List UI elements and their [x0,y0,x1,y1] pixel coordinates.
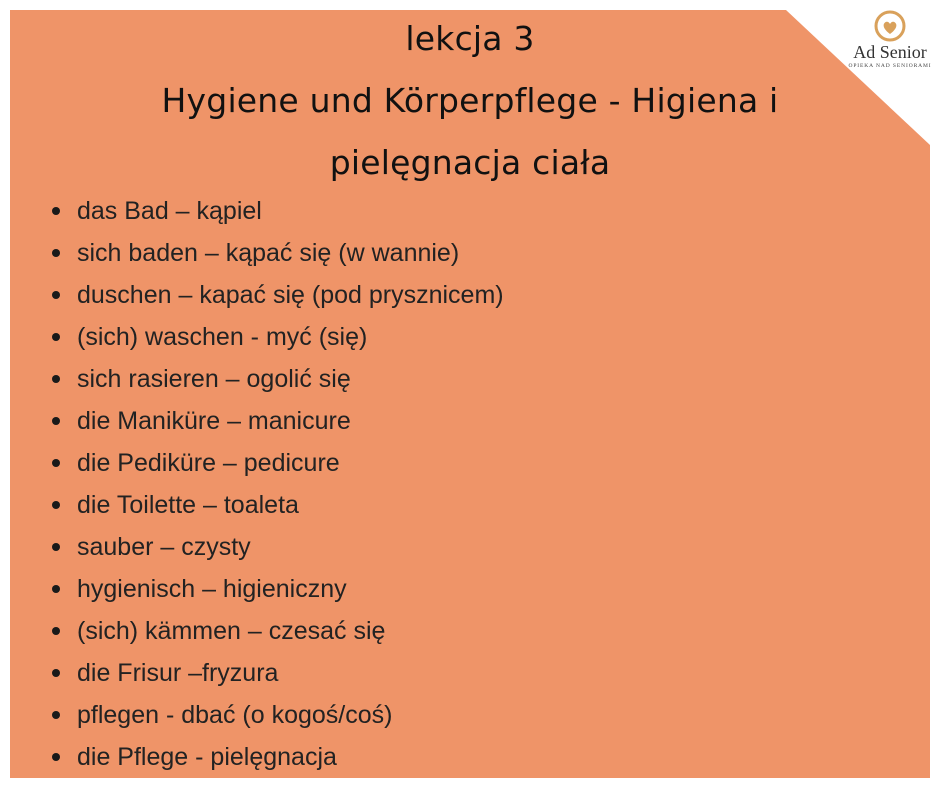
vocab-text: sich rasieren – ogolić się [77,365,351,393]
vocab-text: sauber – czysty [77,533,251,561]
vocab-text: pflegen - dbać (o kogoś/coś) [77,701,393,729]
vocab-text: sich baden – kąpać się (w wannie) [77,239,460,267]
lesson-number: lekcja 3 [405,19,535,58]
vocab-item [45,274,504,316]
bullet-icon [52,417,60,425]
bullet-icon [52,375,60,383]
bullet-icon [52,753,60,761]
vocab-text: hygienisch – higieniczny [77,575,347,603]
bullet-icon [52,627,60,635]
ad-senior-logo [840,10,940,80]
lesson-title [0,8,940,194]
vocab-text: die Frisur –fryzura [77,659,279,687]
vocab-item [45,190,504,232]
vocab-item [45,316,504,358]
bullet-icon [52,711,60,719]
vocab-text: die Pflege - pielęgnacja [77,743,337,771]
vocab-text: duschen – kapać się (pod prysznicem) [77,281,504,309]
vocab-text: die Pediküre – pedicure [77,449,340,477]
vocab-item [45,232,504,274]
vocab-item [45,736,504,778]
bullet-icon [52,501,60,509]
heart-circle-icon [874,10,906,42]
lesson-topic-line1: Hygiene und Körperpflege - Higiena i [161,81,779,120]
bullet-icon [52,543,60,551]
logo-tagline: OPIEKA NAD SENIORAMI [848,63,932,69]
vocab-item [45,652,504,694]
bullet-icon [52,207,60,215]
lesson-topic-line2: pielęgnacja ciała [329,143,611,182]
vocab-item [45,484,504,526]
vocab-item [45,400,504,442]
vocab-item [45,526,504,568]
vocabulary-list [45,190,504,778]
bullet-icon [52,459,60,467]
vocab-item [45,568,504,610]
vocab-item [45,694,504,736]
bullet-icon [52,291,60,299]
vocab-item [45,442,504,484]
bullet-icon [52,585,60,593]
logo-name: Ad Senior [853,42,927,62]
vocab-text: (sich) kämmen – czesać się [77,617,386,645]
bullet-icon [52,669,60,677]
vocab-text: das Bad – kąpiel [77,197,262,225]
bullet-icon [52,249,60,257]
vocab-item [45,610,504,652]
bullet-icon [52,333,60,341]
vocab-item [45,358,504,400]
vocab-text: die Toilette – toaleta [77,491,299,519]
vocab-text: (sich) waschen - myć (się) [77,323,368,351]
vocab-text: die Maniküre – manicure [77,407,351,435]
